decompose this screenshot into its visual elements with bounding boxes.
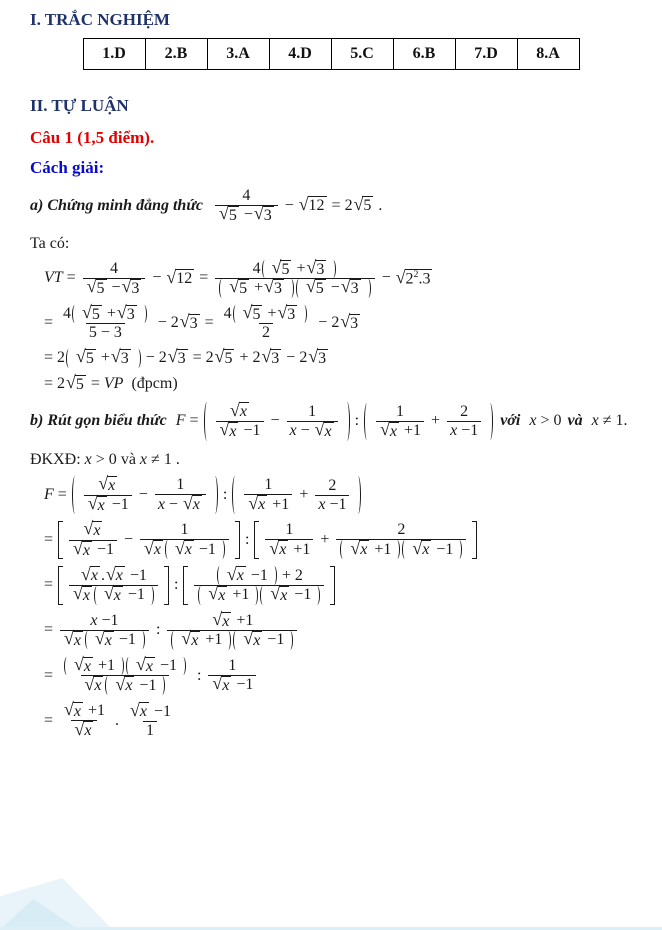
part-b-cond-math2: x ≠ 1. (591, 412, 628, 430)
equation-a4 (0, 372, 662, 394)
answer-cell-3: 3.A (207, 39, 269, 70)
answer-cell-5: 5.C (331, 39, 393, 70)
method-label: Cách giải: (30, 158, 105, 177)
answer-cell-8: 8.A (517, 39, 579, 70)
answer-key-table (83, 38, 580, 70)
watermark-shape-light (0, 878, 195, 930)
dkxd-label: ĐKXĐ: (30, 450, 81, 468)
part-a-statement (0, 187, 662, 225)
ta-co-text: Ta có: (30, 234, 70, 252)
part-b-cond-math1: x > 0 (529, 412, 562, 430)
watermark-shape-dark (0, 896, 165, 930)
equation-b1 (0, 473, 662, 514)
part-b-cond-text2: và (567, 412, 583, 430)
equation-a3 (0, 346, 662, 368)
equation-b4-math: = x −1 √ x √ x −1 : √ x +1 √ x +1 √ x −1 (44, 612, 300, 650)
answer-cell-7: 7.D (455, 39, 517, 70)
equation-a1-math: VT = 4 √ 5 − √ 3 − √ 12 = 4 √ 5 + √ 3 √ 5 + √ 3 √ 5 − √ 3 − √ $2^2.3$ (44, 256, 431, 298)
part-b-label: b) Rút gọn biểu thức (30, 412, 167, 430)
part-b-statement-math: F = √ x √ x −1 − 1 x − √ x : 1 √ x +1 + 2 x −1 (176, 402, 494, 440)
equation-a2-math: = 4 √ 5 + √ 3 5 − 3 − 2 √ 3 = 4 √ 5 + √ 3 2 − 2 √ 3 (44, 301, 359, 342)
answer-cell-4: 4.D (269, 39, 331, 70)
dkxd-text: và (116, 450, 140, 468)
answer-cell-6: 6.B (393, 39, 455, 70)
answer-cell-1: 1.D (83, 39, 145, 70)
equation-a4-math: = 2 √ 5 = VP (đpcm) (44, 372, 178, 393)
part-b-statement (0, 399, 662, 440)
dkxd-math1: x > 0 (84, 450, 117, 468)
equation-b3-math: = √ x . √ x −1 √ x √ x −1 : √ x −1 + 2 √ x +1 √ x −1 (44, 566, 336, 604)
equation-b3 (0, 563, 662, 604)
equation-a2 (0, 301, 662, 343)
equation-b1-math: F = √ x √ x −1 − 1 x − √ x : 1 √ x +1 + 2 x −1 (44, 476, 362, 514)
answer-key-row (83, 39, 579, 70)
equation-b2-math: = √ x √ x −1 − 1 √ x √ x −1 : 1 √ x +1 + 2 √ x +1 √ x −1 (44, 521, 478, 559)
equation-b6 (0, 699, 662, 740)
equation-b6-math: = √ x +1 √ x . √ x −1 1 (44, 699, 171, 740)
part-b-cond-text1: với (500, 412, 521, 430)
dkxd-math2: x ≠ 1 . (139, 450, 180, 468)
equation-b4 (0, 608, 662, 650)
question1-heading: Câu 1 (1,5 điểm). (30, 128, 155, 147)
part-a-statement-math: 4 √ 5 − √ 3 − √ 12 = 2 √ 5 . (212, 187, 382, 225)
dkxd-line (0, 451, 662, 469)
equation-b5 (0, 654, 662, 695)
part-a-label: a) Chứng minh đẳng thức (30, 196, 203, 214)
equation-b5-math: = √ x +1 √ x −1 √ x √ x −1 : 1 √ x −1 (44, 657, 259, 695)
section2-heading: II. TỰ LUẬN (30, 96, 129, 115)
equation-a1 (0, 256, 662, 298)
equation-b2 (0, 518, 662, 559)
equation-a3-math: = 2 √ 5 + √ 3 − 2 √ 3 = 2 √ 5 + 2 √ 3 − 2 √ 3 (44, 346, 327, 368)
section1-heading: I. TRẮC NGHIỆM (30, 10, 170, 29)
answer-cell-2: 2.B (145, 39, 207, 70)
